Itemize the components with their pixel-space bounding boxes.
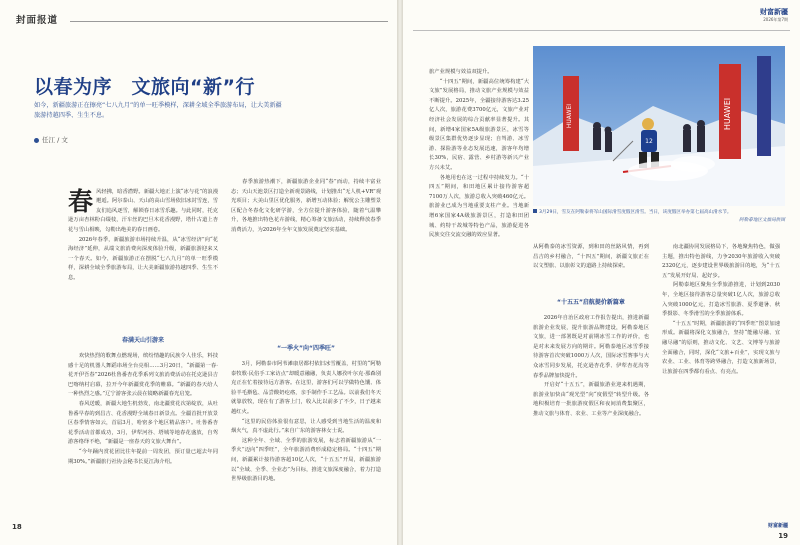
magazine-issue: 2026年第7期 (763, 17, 788, 22)
header-rule (70, 21, 388, 22)
body-column-1-text: 风轻拂，暗香潜野。新疆大地正上演“冰与花”的浪漫邂逅。阿尔泰山、天山的高山雪场依旧冰封雪连，雪友们追风逐雪，解锁春日冰雪乐趣。与此同时，托克逊万亩杏林粉白缀枝，汗车丝的巴旦木花香漫野，塔什古道上杏花与雪山相映，勾勒出绝美的春日画卷。 2026年春季，新疆旅游市场持续升温，从“冰雪经济”向“花海经济”延伸，从端文旅消费向深度体验升级，新疆旅游迎来又一个春天。如今，新疆旅游正在摆脱“七八九月”的单一旺季模样，深耕全域全季旅游布局，让大美新疆旅游持越四季、生生不息。 (68, 188, 218, 281)
magazine-header (760, 7, 788, 23)
photo-caption (533, 209, 785, 225)
body-column-2b: 3月，阿勒泰市阿苇滩康居都村依旧冰雪覆盖，村里的“阿勒泰牧歌·民俗手工家访点”却暖意融融，负责人娜孜叶尔克·那森别克正在忙着接待远方游客。在这里，游客们可以学做特色馕、体验羊毛擀毡、品尝酸奶疙瘩，亲手制作手工艺品。以前我们冬天就靠放牧，现在有了游客上门，收入比以前多了不少，日子越来越红火。 “这里的民俗体验很有意思，让人感受到当地生活的温度和烟火气，真不虚此行。”来自广东的游客林女士说。 这种全年、全域、全季的旅游发展，标志着新疆旅游从“一季火”迈向“四季旺”，全年旅游消费形成稳定格局。“十四五”期间，新疆累计接待游客超10亿人次，“十五五”开局，新疆旅游以“全域、全季、全业态”为目标，推进文旅深度融合，着力打造世界级旅游目的地。 (231, 361, 381, 483)
article-lead: 如今，新疆旅游正在擦亮“七八九月”的单一旺季模样，深耕全域全季旅游布局，让大美新疆旅游持越四季、生生不息。 (34, 102, 282, 119)
svg-text:12: 12 (645, 138, 653, 145)
banner-right (719, 64, 741, 159)
page-number-right: 19 (778, 532, 788, 540)
svg-text:HUAWEI: HUAWEI (566, 103, 573, 129)
author-name: 任江 / 文 (42, 136, 68, 144)
footer-magazine (768, 522, 788, 529)
ski-photo (533, 46, 785, 206)
page-number-left: 18 (12, 523, 22, 531)
body-column-4: 从阿勒泰的冰雪资源，到和田的丝路风情，再到昌吉的乡村融合，“十四五”期间，新疆文旅正在以文塑旅、以旅彰文的道路上持续探索。 (533, 244, 649, 270)
caption-bullet-icon (533, 209, 537, 213)
ski-scene-image (533, 46, 785, 206)
section-tag: 封面报道 (16, 15, 59, 26)
body-column-4b: 2026年自治区政府工作报告提出，推进新疆旅游企业发展，提升旅游品牌建设，阿勒泰地区文旅，进一部署既是对前期冰雪工作的评价，也是对未来发展方向的期许。阿勒泰地区冰雪季接待游客首次突破1000万人次，国际冰雪赛事与大众冰雪同步发展，托克逊杏花季、伊犁杏花沟等春季品牌加快提升。 开启好“十五五”，新疆旅游业迎来机遇期，旅游业加快由“观光型”向“度假型”转型升级。各地积极培育一批旅游度假区和夜间消费集聚区，推动文旅与体育、农业、工业等产业深度融合。 (533, 315, 649, 417)
article-author (34, 135, 68, 144)
body-column-3: 旅产业规模与效益双提升。 “十四五”期间，新疆高位统筹构建“大文旅”发展格局，推动文旅产业规模与效益不断提升。2025年，全疆接待游客达3.25亿人次，旅游花费3700亿元，文旅产业对经济社会发展的综合贡献率显著提升。其间，新增4家国家5A级旅游景区，冰雪等级景区集群优势逐步显现；自驾游、冰雪游、探险游等业态发展迅速，游客年均增长30%，民宿、露营、乡村游等新兴产业方兴未艾。 各地用也在这一过程中持续发力。“十四五”期间，和田地区累计接待游客超7100万人次，旅游总收入突破460亿元。旅游业已成为当地重要支柱产业。当地新增6家国家4A级旅游景区，打造和田团城、约特干故城等特色产品，旅游促进各民族交往交流交融的效应显著。 (429, 69, 529, 239)
subhead-2: “一季火”向“四季旺” (277, 345, 335, 352)
article-title: 以春为序 文旅向“新”行 (34, 76, 255, 98)
left-page (0, 0, 397, 545)
drop-cap: 春 (68, 186, 94, 216)
magazine-name: 财富新疆 (760, 8, 788, 16)
subhead-3: “十五五”启航提价新篇章 (557, 299, 625, 306)
body-column-2: 春季旅游热潮下，新疆旅游企业同“春”而动，持续丰富业态；天山天池景区打造全新观景路线，计划推出“无人机+VR”观光项目；大美山里区优化服务，新增互动体验；解忧公主雕塑景区配合冬春化文化研学游，全方位提升游客体验，随着气温攀升，各地推出特色花卉游线，精心筹备文旅活动，持续释放春季消费活力，为2026年全年文旅发展奠定坚实基础。 (231, 179, 381, 233)
body-column-5: 南北疆协同发展格局下，各地聚焦特色，做强主题，推出特色游线，力争2030年旅游收入突破2320亿元，逐步建设世界级旅游目的地，为“十五五”发展开好局、起好步。 阿勒泰地区聚焦全季旅游推进，计划到2030年，全地区接待游客总量突破1亿人次，旅游总收入突破1000亿元，打造冰雪旅游、夏季避暑、秋季摄影、冬季滑雪的全季旅游体系。 “十五五”时期，新疆旅游的“四季旺”图景加速形成。新疆将深化文旅融合，坚持“能融尽融、宜融尽融”的原则，推动文化、文艺、文博等与旅游全面融合，同时，深化“文旅+百业”，实现文旅与农业、工业、体育等跨界融合，打造文旅新场景，让旅游在四季都有看点、有亮点。 (662, 244, 780, 375)
header-rule-right (413, 30, 790, 31)
photo-credit: 阿勒泰地区文旅局供图 (739, 218, 785, 223)
svg-text:HUAWEI: HUAWEI (723, 97, 732, 131)
subhead-1: 春满天山引游来 (121, 337, 164, 344)
body-column-1 (68, 178, 218, 328)
footer-magazine-name: 财富新疆 (767, 523, 788, 529)
banner-left (563, 76, 579, 151)
body-column-1b: 欢快热烈的歌舞点燃现场，缤纷情趣的民族令人佳乐，料技感十足的机器人舞蹈串场全台亮相……3月20日，“新疆第一春·花开伊吾春”2026杜鲁番杏花季系列文旅消费活动在托克逊县吉巴喀纳村启幕，拉开今年新疆赏花季的帷幕。“新疆的春天给人一种热烈之感。”辽宁游客张云晨在镜略新疆春光启笼。 春风送暖，新疆大地生机勃发，南北疆赏花次第绽放，从吐鲁番早春的到昌吉、花香漫野全域春日新景点。全疆首批开放景区春季情客如云，首届3月，哈密多个地区精品客户。吐鲁番杏花季活动首都成功，3月，伊犁河谷、塔城等地春花盛放，自驾游客络绎不绝，“新疆是一座春天的文旅大舞台”。 “今年踊内赏花团比往年提前一周发团，预订量已超去年同期30%。”新疆旅行社协会秘书长夏江海介绍。 (68, 353, 218, 465)
caption-text: 3月29日，雪友在阿勒泰将军山国际滑雪度假区滑雪。当日，该度假区举办第七届高山滑水节。 (539, 210, 732, 215)
author-bullet-icon (34, 138, 39, 143)
